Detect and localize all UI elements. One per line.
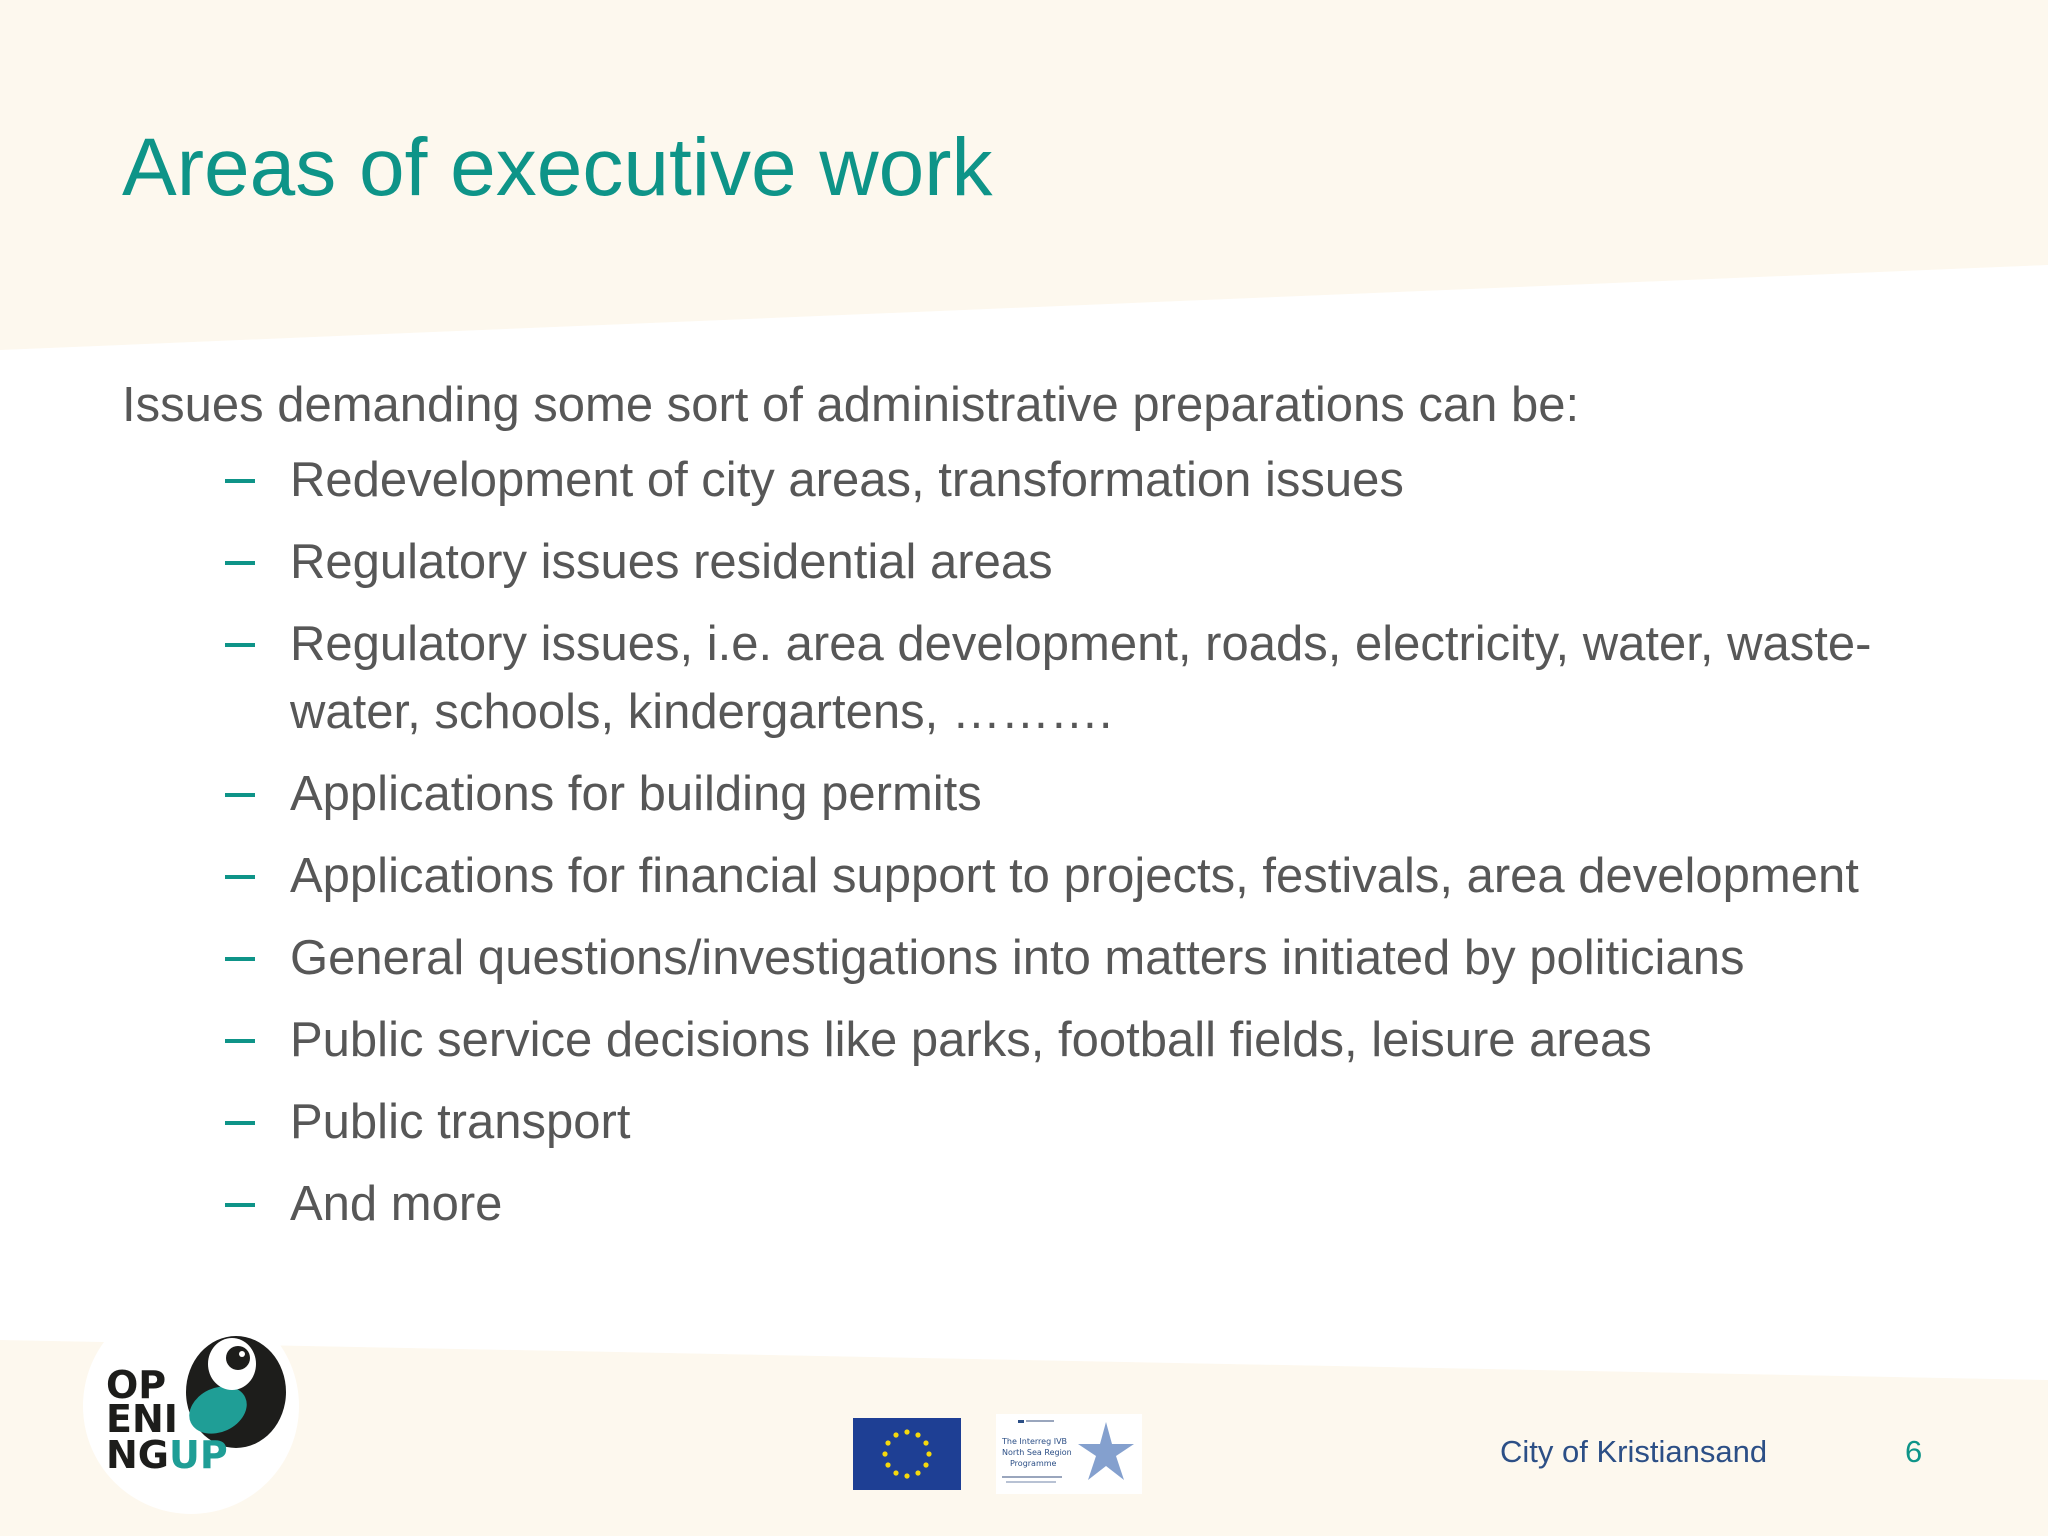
list-item-text: And more (290, 1177, 503, 1231)
list-item (122, 1088, 1982, 1156)
list-item (122, 446, 1982, 514)
slide-body (122, 370, 1982, 1252)
list-item-text: Applications for building permits (290, 767, 982, 821)
list-item (122, 528, 1982, 596)
list-item-text: General questions/investigations into matters initiated by politicians (290, 931, 1745, 985)
list-item (122, 760, 1982, 828)
list-item-text: Applications for financial support to projects, festivals, area development (290, 849, 1859, 903)
svg-text:Programme: Programme (1010, 1459, 1057, 1468)
list-item-text: Regulatory issues residential areas (290, 535, 1053, 589)
list-item (122, 1006, 1982, 1074)
dash-bullet-icon (225, 793, 255, 797)
opening-up-logo (66, 1292, 316, 1520)
list-item-text: Public service decisions like parks, football fields, leisure areas (290, 1013, 1652, 1067)
footer-organization: City of Kristiansand (1500, 1434, 1768, 1469)
svg-text:NGUP: NGUP (106, 1433, 228, 1477)
svg-text:North Sea Region: North Sea Region (1002, 1448, 1072, 1457)
list-item (122, 610, 1982, 746)
dash-bullet-icon (225, 561, 255, 565)
dash-bullet-icon (225, 1039, 255, 1043)
list-item-text: Redevelopment of city areas, transformation issues (290, 453, 1404, 507)
dash-bullet-icon (225, 479, 255, 483)
list-item (122, 924, 1982, 992)
intro-text: Issues demanding some sort of administrative preparations can be: (122, 378, 1580, 432)
list-item-text: Public transport (290, 1095, 631, 1149)
bullet-list (122, 446, 1982, 1238)
svg-text:The Interreg IVB: The Interreg IVB (1002, 1437, 1068, 1446)
interreg-north-sea-logo (996, 1414, 1142, 1494)
svg-text:ENI: ENI (106, 1397, 178, 1441)
page-number: 6 (1905, 1434, 1923, 1469)
dash-bullet-icon (225, 1203, 255, 1207)
dash-bullet-icon (225, 875, 255, 879)
svg-text:OP: OP (106, 1363, 167, 1407)
list-item (122, 1170, 1982, 1238)
dash-bullet-icon (225, 643, 255, 647)
list-item (122, 842, 1982, 910)
eu-flag-icon (853, 1418, 961, 1490)
list-item-text: Regulatory issues, i.e. area development, roads, electricity, water, waste-water, schools, kindergartens, ………. (290, 617, 1872, 739)
dash-bullet-icon (225, 957, 255, 961)
slide-title: Areas of executive work (122, 122, 993, 213)
dash-bullet-icon (225, 1121, 255, 1125)
